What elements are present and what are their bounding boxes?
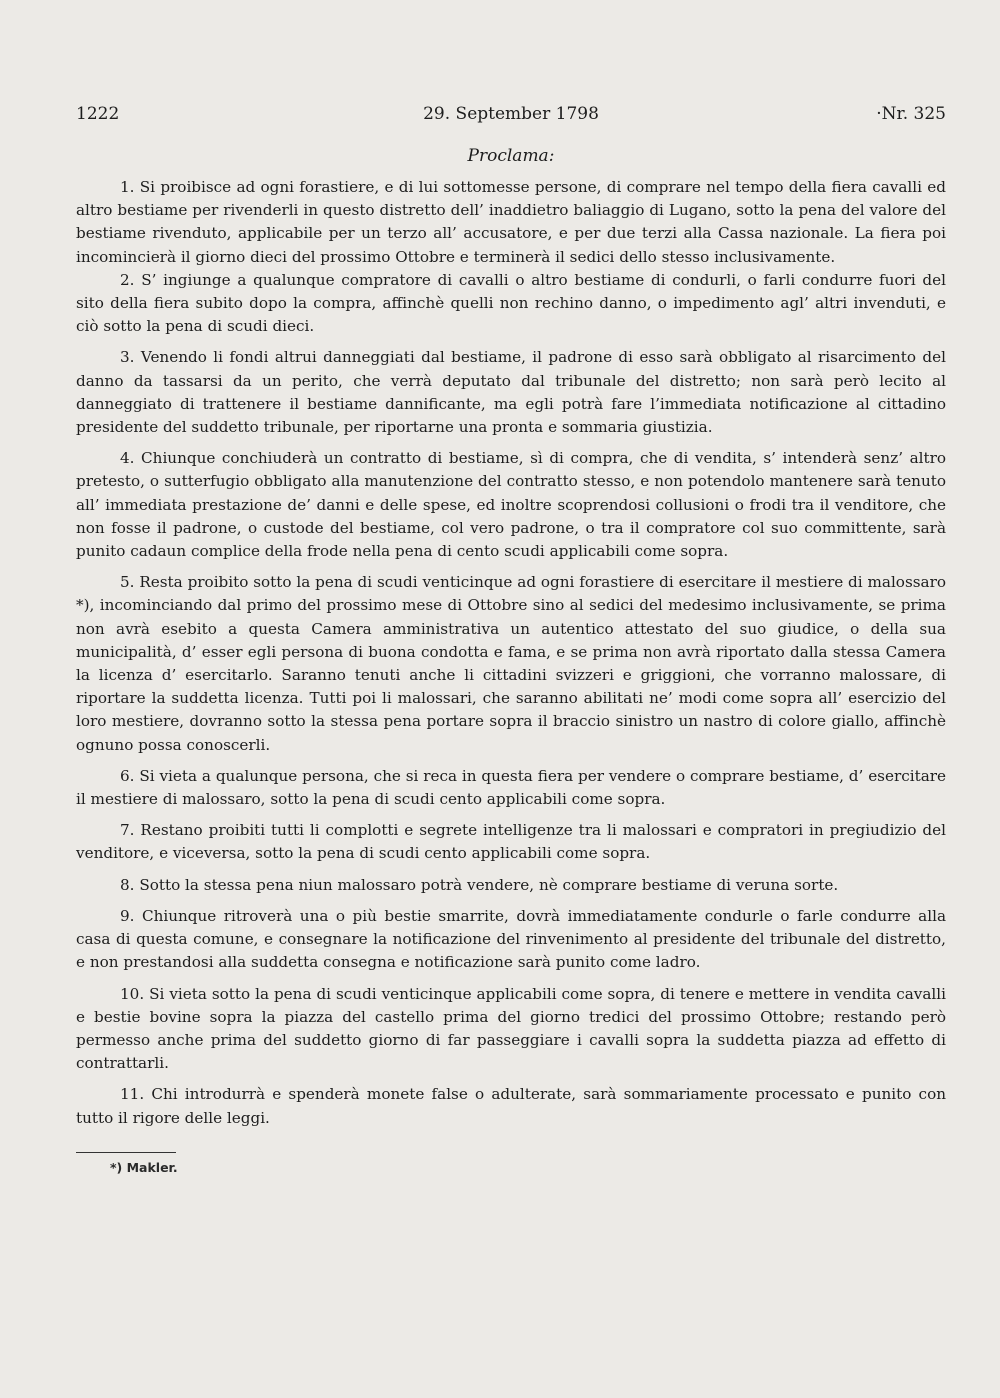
paragraph-2: 2. S’ ingiunge a qualunque compratore di cavalli o altro bestiame di condurli, o farli condurre fuori del sito della fiera subito dopo la compra, affinchè quelli non rechino danno, o impedimento agl’ altri invenduti, e ciò sotto la pena di scudi dieci. [76,270,946,336]
header-date: 29. September 1798 [423,104,599,124]
footnote: *) Makler. [110,1160,178,1175]
paragraph-7: 7. Restano proibiti tutti li complotti e segrete intelligenze tra li malossari e compratori in pregiudizio del venditore, e viceversa, sotto la pena di scudi cento applicabili come sopra. [76,821,946,863]
paragraph-4: 4. Chiunque conchiuderà un contratto di bestiame, sì di compra, che di vendita, s’ intenderà senz’ altro pretesto, o sutterfugio obbligato alla manutenzione del contratto stesso, e non potendolo mantenere sarà tenuto all’ immediata prestazione de’ danni e delle spese, ed inoltre scoprendosi collusioni o frodi tra il venditore, che non fosse il padrone, o custode del bestiame, col vero padrone, o tra il compratore col suo committente, sarà punito cadaun complice della frode nella pena di cento scudi applicabili come sopra. [76,449,946,561]
paragraph-3: 3. Venendo li fondi altrui danneggiati dal bestiame, il padrone di esso sarà obbligato al risarcimento del danno da tassarsi da un perito, che verrà deputato dal tribunale del distretto; non sarà però lecito al danneggiato di trattenere il bestiame dannificante, ma egli potrà fare l’immediata notificazione al cittadino presidente del suddetto tribunale, per riportarne una pronta e sommaria giustizia. [76,348,946,437]
document-title: Proclama: [467,146,555,166]
page-number: 1222 [76,104,120,124]
page-header [76,104,946,128]
paragraph-11: 11. Chi introdurrà e spenderà monete false o adulterate, sarà sommariamente processato e punito con tutto il rigore delle leggi. [76,1085,946,1127]
paragraph-10: 10. Si vieta sotto la pena di scudi venticinque applicabili come sopra, di tenere e mettere in vendita cavalli e bestie bovine sopra la piazza del castello prima del giorno tredici del prossimo Ottobre; restando però permesso anche prima del suddetto giorno di far passeggiare i cavalli sopra la suddetta piazza ad effetto di contrattarli. [76,984,946,1073]
document-body [76,176,946,1138]
paragraph-9: 9. Chiunque ritroverà una o più bestie smarrite, dovrà immediatamente condurle o farle condurre alla casa di questa comune, e consegnare la notificazione del rinvenimento al presidente del tribunale del distretto, e non prestandosi alla suddetta consegna e notificazione sarà punito come ladro. [76,906,946,972]
paragraph-8: 8. Sotto la stessa pena niun malossaro potrà vendere, nè comprare bestiame di veruna sorte. [120,875,839,894]
document-number: ·Nr. 325 [876,104,946,124]
footnote-rule [76,1152,176,1153]
paragraph-6: 6. Si vieta a qualunque persona, che si reca in questa fiera per vendere o comprare bestiame, d’ esercitare il mestiere di malossaro, sotto la pena di scudi cento applicabili come sopra. [76,766,946,809]
paragraph-1: 1. Si proibisce ad ogni forastiere, e di lui sottomesse persone, di comprare nel tempo della fiera cavalli ed altro bestiame per rivenderli in questo distretto dell’ inaddietro baliaggio di Lugano, sotto la pena del valore del bestiame rivenduto, applicabile per un terzo all’ accusatore, e per due terzi alla Cassa nazionale. La fiera poi incomincierà il giorno dieci del prossimo Ottobre e terminerà il sedici dello stesso inclusivamente. [76,178,946,266]
paragraph-5: 5. Resta proibito sotto la pena di scudi venticinque ad ogni forastiere di esercitare il mestiere di malossaro *), incominciando dal primo del prossimo mese di Ottobre sino al sedici del medesimo inclusivamente, se prima non avrà esebito a questa Camera amministrativa un autentico attestato del suo giudice, o della sua municipalità, d’ esser egli persona di buona condotta e fama, e se prima non avrà riportato dalla stessa Camera la licenza d’ esercitarlo. Saranno tenuti anche li cittadini svizzeri e griggioni, che vorranno malossare, di riportare la suddetta licenza. Tutti poi li malossari, che saranno abilitati ne’ modi come sopra all’ esercizio del loro mestiere, dovranno sotto la stessa pena portare sopra il braccio sinistro un nastro di colore giallo, affinchè ognuno possa conoscerli. [76,573,946,754]
